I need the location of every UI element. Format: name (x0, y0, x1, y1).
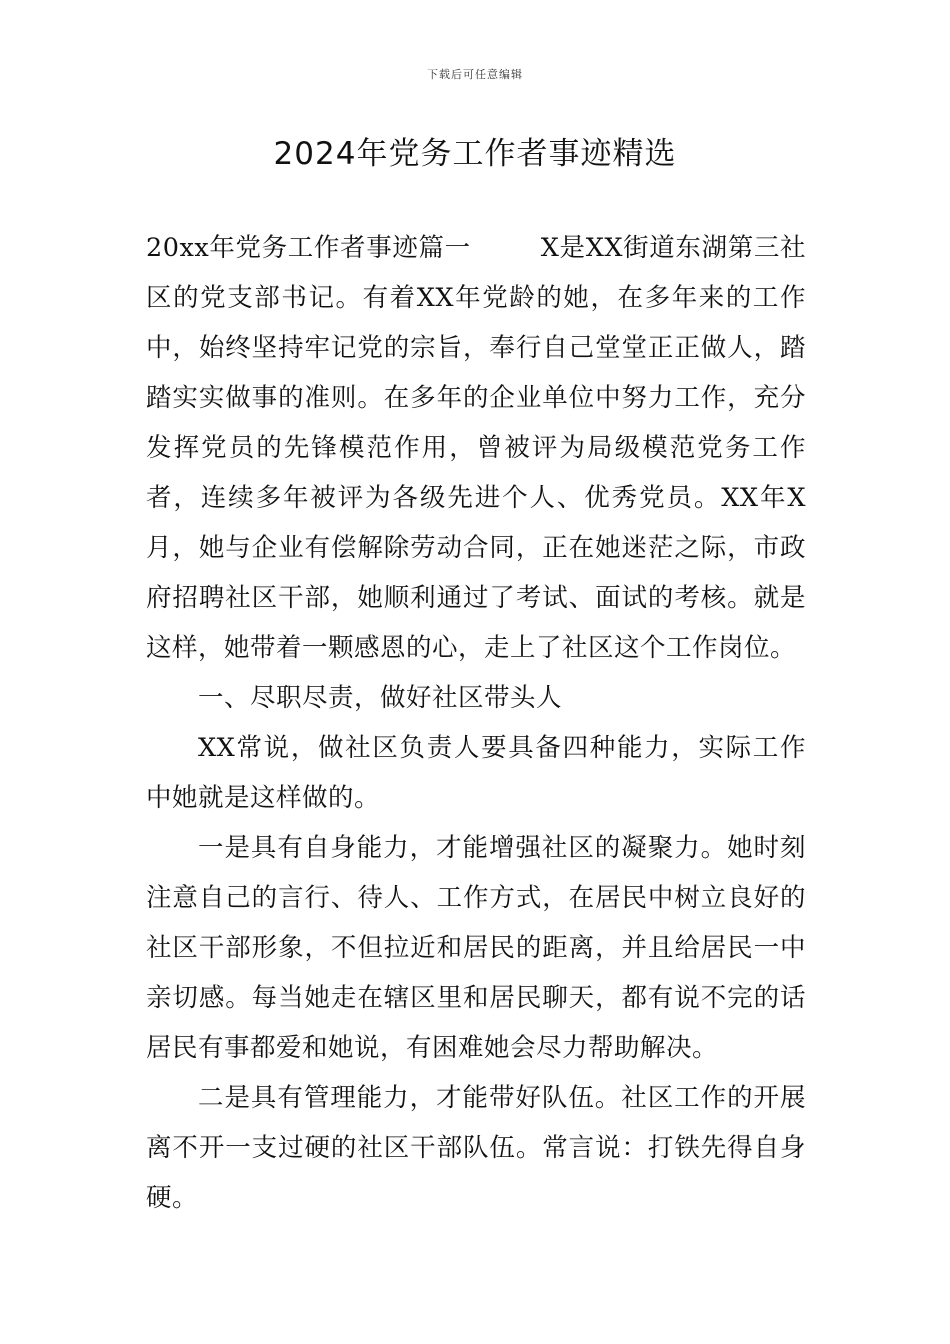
body-paragraph-3: 二是具有管理能力，才能带好队伍。社区工作的开展离不开一支过硬的社区干部队伍。常言说：打铁先得自身硬。 (146, 1083, 806, 1213)
section-heading: 一、尽职尽责，做好社区带头人 (198, 683, 563, 713)
body-paragraph-1: XX常说，做社区负责人要具备四种能力，实际工作中她就是这样做的。 (146, 733, 806, 813)
header-note: 下载后可任意编辑 (427, 68, 523, 81)
document-body (146, 223, 806, 1223)
document-title: 2024年党务工作者事迹精选 (273, 136, 677, 172)
intro-paragraph (146, 223, 806, 673)
body-paragraph-2: 一是具有自身能力，才能增强社区的凝聚力。她时刻注意自己的言行、待人、工作方式，在居民中树立良好的社区干部形象，不但拉近和居民的距离，并且给居民一中亲切感。每当她走在辖区里和居民聊天，都有说不完的话居民有事都爱和她说，有困难她会尽力帮助解决。 (146, 833, 806, 1063)
intro-lead: 20xx年党务工作者事迹篇一 (146, 233, 471, 263)
intro-body: X是XX街道东湖第三社区的党支部书记。有着XX年党龄的她，在多年来的工作中，始终坚持牢记党的宗旨，奉行自己堂堂正正做人，踏踏实实做事的准则。在多年的企业单位中努力工作，充分发挥党员的先锋模范作用，曾被评为局级模范党务工作者，连续多年被评为各级先进个人、优秀党员。XX年X月，她与企业有偿解除劳动合同，正在她迷茫之际，市政府招聘社区干部，她顺利通过了考试、面试的考核。就是这样，她带着一颗感恩的心，走上了社区这个工作岗位。 (146, 233, 806, 663)
